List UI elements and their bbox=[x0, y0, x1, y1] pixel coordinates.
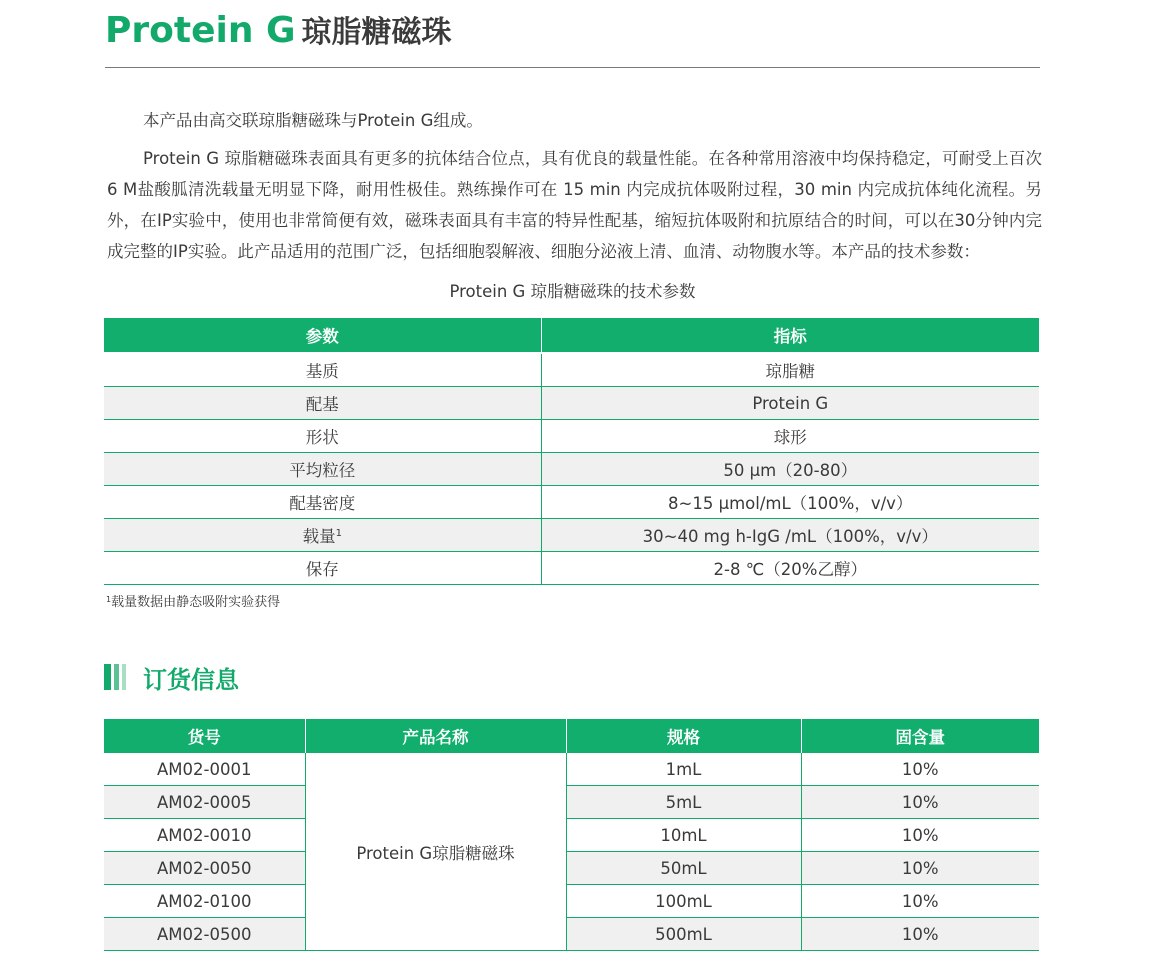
page-title-zh: 琼脂糖磁珠 bbox=[301, 15, 452, 50]
order-header-sku: 货号 bbox=[104, 719, 305, 753]
order-row bbox=[104, 885, 1039, 918]
spec-param: 基质 bbox=[104, 353, 541, 387]
order-section-title: 订货信息 bbox=[143, 665, 239, 694]
spec-value: Protein G bbox=[541, 387, 1039, 420]
order-solid: 10% bbox=[801, 819, 1039, 852]
order-size: 100mL bbox=[566, 885, 801, 918]
order-size: 5mL bbox=[566, 786, 801, 819]
order-header-solid: 固含量 bbox=[801, 719, 1039, 753]
order-solid: 10% bbox=[801, 852, 1039, 885]
order-sku: AM02-0005 bbox=[104, 786, 305, 819]
spec-row bbox=[104, 420, 1039, 453]
spec-value: 50 μm（20-80） bbox=[541, 453, 1039, 486]
order-solid: 10% bbox=[801, 918, 1039, 951]
intro-paragraph-2: Protein G 琼脂糖磁珠表面具有更多的抗体结合位点，具有优良的载量性能。在各种常用溶液中均保持稳定，可耐受上百次6 M盐酸胍清洗载量无明显下降，耐用性极佳。熟练操作可在 15 min 内完成抗体吸附过程，30 min 内完成抗体纯化流程。另外，在IP实验中，使用也非常简便有效，磁珠表面具有丰富的特异性配基，缩短抗体吸附和抗原结合的时间，可以在30分钟内完成完整的IP实验。此产品适用的范围广泛，包括细胞裂解液、细胞分泌液上清、血清、动物腹水等。本产品的技术参数： bbox=[107, 149, 1042, 261]
footnote-ref: 1 bbox=[335, 528, 342, 539]
spec-param: 保存 bbox=[104, 552, 541, 585]
spec-row bbox=[104, 519, 1039, 552]
order-sku: AM02-0001 bbox=[104, 753, 305, 786]
order-sku: AM02-0100 bbox=[104, 885, 305, 918]
spec-row bbox=[104, 486, 1039, 519]
spec-row bbox=[104, 353, 1039, 387]
order-size: 10mL bbox=[566, 819, 801, 852]
spec-param-label: 载量 bbox=[302, 527, 336, 546]
order-row bbox=[104, 852, 1039, 885]
spec-value: 30~40 mg h-IgG /mL（100%，v/v） bbox=[541, 519, 1039, 552]
order-section-header bbox=[104, 660, 239, 694]
order-size: 500mL bbox=[566, 918, 801, 951]
footnote-text: 载量数据由静态吸附实验获得 bbox=[111, 595, 281, 610]
intro-paragraph-1: 本产品由高交联琼脂糖磁珠与Protein G组成。 bbox=[143, 111, 483, 130]
order-header-size: 规格 bbox=[566, 719, 801, 753]
order-row bbox=[104, 918, 1039, 951]
spec-table-caption: Protein G 琼脂糖磁珠的技术参数 bbox=[449, 282, 696, 301]
spec-footnote bbox=[106, 590, 280, 613]
order-header-row bbox=[104, 719, 1039, 753]
spec-value: 球形 bbox=[541, 420, 1039, 453]
order-row bbox=[104, 786, 1039, 819]
page-title bbox=[105, 8, 452, 56]
order-size: 50mL bbox=[566, 852, 801, 885]
spec-table bbox=[104, 318, 1039, 585]
order-row bbox=[104, 753, 1039, 786]
order-solid: 10% bbox=[801, 753, 1039, 786]
spec-row bbox=[104, 552, 1039, 585]
spec-value: 琼脂糖 bbox=[541, 353, 1039, 387]
section-bars-icon bbox=[104, 664, 129, 690]
spec-param: 配基 bbox=[104, 387, 541, 420]
order-sku: AM02-0500 bbox=[104, 918, 305, 951]
order-size: 1mL bbox=[566, 753, 801, 786]
order-product-name: Protein G琼脂糖磁珠 bbox=[305, 753, 566, 951]
footnote-mark: 1 bbox=[106, 595, 112, 604]
spec-param: 形状 bbox=[104, 420, 541, 453]
spec-header-param: 参数 bbox=[104, 318, 541, 353]
order-sku: AM02-0050 bbox=[104, 852, 305, 885]
spec-row bbox=[104, 387, 1039, 420]
spec-param: 平均粒径 bbox=[104, 453, 541, 486]
spec-value: 8~15 μmol/mL（100%，v/v） bbox=[541, 486, 1039, 519]
spec-value: 2-8 ℃（20%乙醇） bbox=[541, 552, 1039, 585]
spec-param: 配基密度 bbox=[104, 486, 541, 519]
order-sku: AM02-0010 bbox=[104, 819, 305, 852]
order-row bbox=[104, 819, 1039, 852]
title-divider bbox=[105, 67, 1040, 68]
page-title-en: Protein G bbox=[105, 10, 296, 51]
spec-param-with-footnote bbox=[104, 519, 541, 552]
order-header-product: 产品名称 bbox=[305, 719, 566, 753]
spec-row bbox=[104, 453, 1039, 486]
order-solid: 10% bbox=[801, 885, 1039, 918]
order-table bbox=[104, 719, 1039, 951]
order-solid: 10% bbox=[801, 786, 1039, 819]
spec-header-row bbox=[104, 318, 1039, 353]
spec-header-value: 指标 bbox=[541, 318, 1039, 353]
